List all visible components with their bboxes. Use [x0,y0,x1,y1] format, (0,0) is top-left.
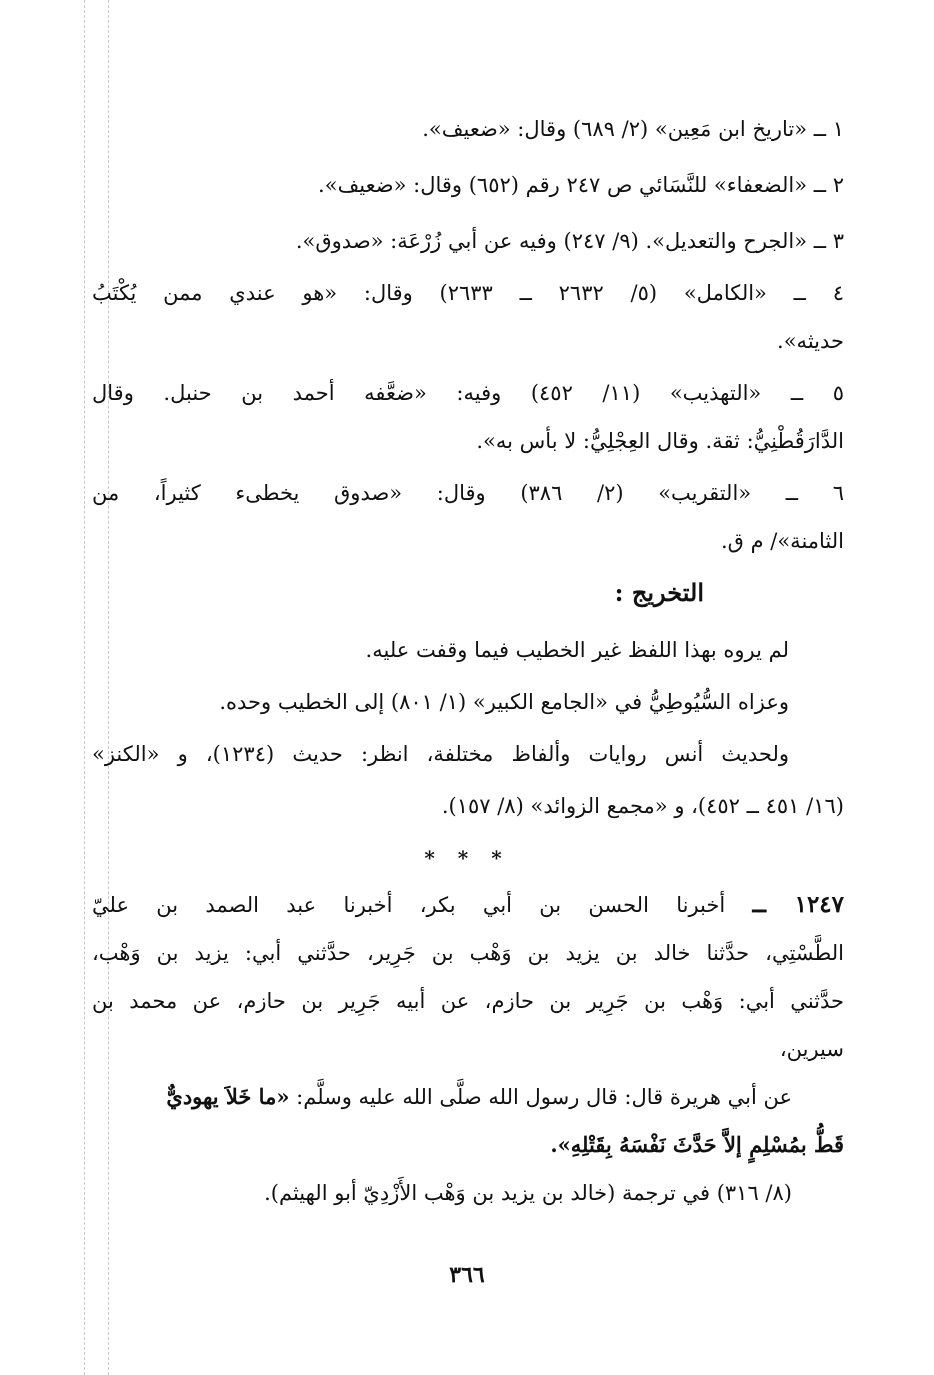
hadith-isnad-text: أخبرنا الحسن بن أبي بكر، أخبرنا عبد الصمد بن عليّ [92,893,726,917]
takhrij-line: (١٦/ ٤٥١ ــ ٤٥٢)، و «مجمع الزوائد» (٨/ ١٥٧). [441,794,844,818]
narration-intro: عن أبي هريرة قال: قال رسول الله صلَّى الله عليه وسلَّم: [289,1085,792,1109]
hadith-matn-line: قَطُّ بمُسْلِمٍ إلاَّ حَدَّثَ نَفْسَهُ بِقَتْلِهِ». [550,1132,844,1157]
scan-guide-line [84,0,85,1375]
footnote-line: الدَّارَقُطْنِيُّ: ثقة. وقال العِجْلِيُّ: لا بأس به». [476,429,844,453]
hadith-isnad-line: سيرين، [779,1037,844,1061]
footnote-line: ٥ ــ «التهذيب» (١١/ ٤٥٢) وفيه: «ضعَّفه أحمد بن حنبل. وقال [92,381,844,405]
hadith-number: ١٢٤٧ ــ [752,891,845,918]
takhrij-section [92,628,844,836]
hadith-source-line: (٨/ ٣١٦) في ترجمة (خالد بن يزيد بن وَهْب الأَزْدِيّ أبو الهيثم). [264,1181,792,1205]
footnote-line: حديثه». [777,329,844,353]
hadith-isnad-line [92,884,844,932]
footnote-line: ٣ ــ «الجرح والتعديل». (٩/ ٢٤٧) وفيه عن أبي زُرْعَة: «صدوق». [295,229,844,253]
footnote-line: ٦ ــ «التقريب» (٢/ ٣٨٦) وقال: «صدوق يخطىء كثيراً، من [92,481,844,505]
page-number: ٣٦٦ [449,1262,485,1288]
footnote-line: ١ ــ «تاريخ ابن مَعِين» (٢/ ٦٨٩) وقال: «ضعيف». [422,117,844,141]
takhrij-line: وعزاه السُّيُوطِيُّ في «الجامع الكبير» (١/ ٨٠١) إلى الخطيب وحده. [219,690,789,714]
hadith-isnad-line: الطَّسْتِي، حدَّثنا خالد بن يزيد بن وَهْب بن جَرِير، حدَّثني أبي: يزيد بن وَهْب، [92,941,844,965]
footnote-line: ٢ ــ «الضعفاء» للنَّسَائي ص ٢٤٧ رقم (٦٥٢) وقال: «ضعيف». [318,173,844,197]
hadith-matn: «ما خَلاَ يهوديٌّ [166,1084,290,1109]
hadith-narration-line [92,1076,844,1124]
hadith-isnad-line: حدَّثني أبي: وَهْب بن جَرِير بن حازم، عن أبيه جَرِير بن حازم، عن محمد بن [92,989,844,1013]
footnotes-section [92,105,844,565]
takhrij-line: ولحديث أنس روايات وألفاظ مختلفة، انظر: حديث (١٢٣٤)، و «الكنز» [92,742,789,766]
footnote-line: الثامنة»/ م ق. [720,529,844,553]
section-separator: * * * [424,846,510,870]
footnote-line: ٤ ــ «الكامل» (٥/ ٢٦٣٢ ــ ٢٦٣٣) وقال: «هو عندي ممن يُكْتَبُ [92,281,844,305]
takhrij-line: لم يروه بهذا اللفظ غير الخطيب فيما وقفت عليه. [365,638,789,662]
hadith-entry [92,884,844,1220]
takhrij-heading: التخريج : [614,578,704,607]
